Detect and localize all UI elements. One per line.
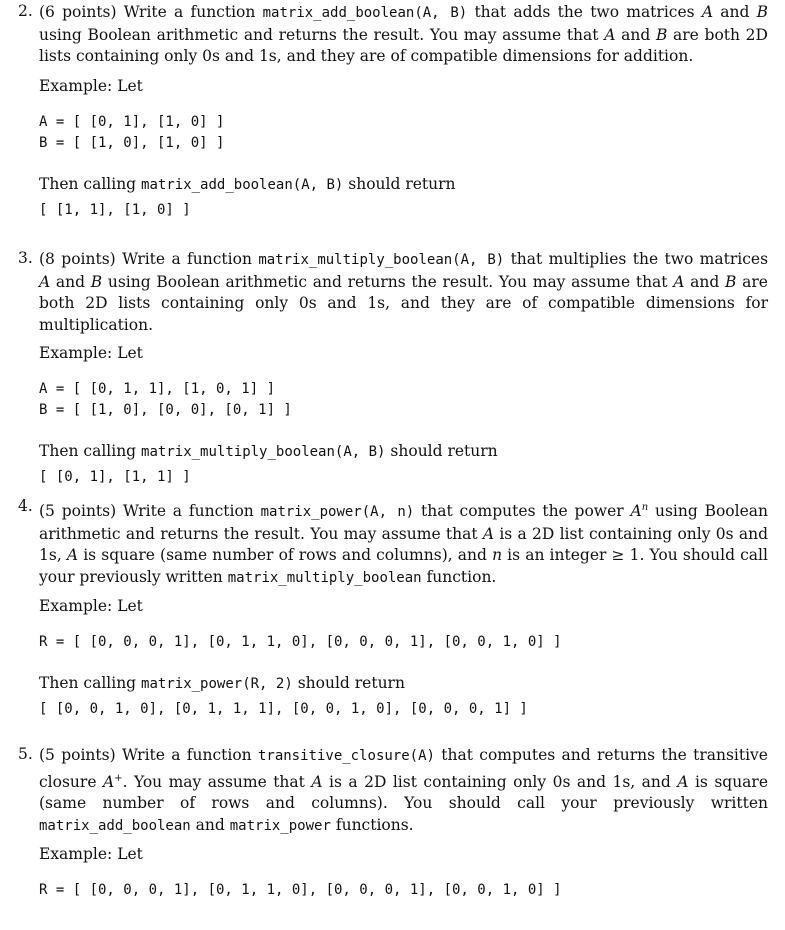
function-name: matrix_add_boolean(A, B) [262, 5, 468, 21]
example-code [39, 379, 768, 421]
question-number: 2. [18, 2, 33, 20]
function-name: transitive_closure(A) [257, 748, 435, 764]
example-code [39, 632, 768, 653]
function-name: matrix_multiply_boolean [227, 569, 422, 586]
function-name: matrix_add_boolean [39, 817, 191, 834]
function-name: matrix_multiply_boolean(A, B) [258, 252, 505, 268]
example-label: Example: Let [39, 597, 143, 616]
question-3 [18, 249, 768, 488]
question-body [39, 497, 768, 720]
function-call: matrix_power(R, 2) [141, 676, 293, 693]
function-name: matrix_power [229, 817, 331, 834]
expected-output-text: Then calling matrix_power(R, 2) should return [39, 674, 405, 693]
question-text: (8 points) Write a function matrix_multiply_boolean(A, B) that multiplies the two matrices A and B using Boolean arithmetic and returns the result. You may assume that A and B are both 2D lists containing only 0s and 1s, and they are of compatible dimensions for multiplication. [39, 250, 769, 334]
question-5 [18, 745, 768, 901]
code-line: A = [ [0, 1, 1], [1, 0, 1] ] [39, 381, 276, 397]
question-text: (5 points) Write a function matrix_power(A, n) that computes the power $A^n$ using Boolean arithmetic and returns the result. You may assume that A is a 2D list containing only 0s and 1s, A is square (same number of rows and columns), and n is an integer ≥ 1. You should call your previously written matrix_multiply_boolean function. [39, 502, 769, 586]
function-call: matrix_add_boolean(A, B) [141, 176, 344, 193]
question-body [39, 2, 768, 221]
math-closure: A+ [102, 772, 123, 791]
code-line: B = [ [1, 0], [1, 0] ] [39, 134, 225, 151]
example-label: Example: Let [39, 344, 143, 362]
question-number: 4. [18, 497, 33, 515]
expected-result: [ [1, 1], [1, 0] ] [39, 201, 191, 218]
code-line: B = [ [1, 0], [0, 0], [0, 1] ] [39, 402, 292, 418]
code-line: A = [ [0, 1], [1, 0] ] [39, 113, 225, 130]
expected-output-text: Then calling matrix_multiply_boolean(A, B) should return [39, 442, 498, 460]
expected-output-text: Then calling matrix_add_boolean(A, B) should return [39, 174, 456, 193]
example-code [39, 112, 768, 154]
question-2 [18, 2, 768, 221]
math-power: $A^n$ [630, 502, 649, 521]
question-text: (6 points) Write a function matrix_add_boolean(A, B) that adds the two matrices A and B using Boolean arithmetic and returns the result. You may assume that A and B are both 2D lists containing only 0s and 1s, and they are of compatible dimensions for addition. [39, 3, 769, 65]
code-line: R = [ [0, 0, 0, 1], [0, 1, 1, 0], [0, 0, 0, 1], [0, 0, 1, 0] ] [39, 634, 562, 651]
question-text: (5 points) Write a function transitive_closure(A) that computes and returns the transitive closure A+. You may assume that A is a 2D list containing only 0s and 1s, and A is square (same number of rows and columns). You should call your previously written matrix_add_boolean and matrix_power functions. [39, 746, 769, 834]
expected-result: [ [0, 1], [1, 1] ] [39, 469, 191, 485]
code-line: R = [ [0, 0, 0, 1], [0, 1, 1, 0], [0, 0, 0, 1], [0, 0, 1, 0] ] [39, 882, 562, 899]
question-number: 3. [18, 249, 33, 267]
question-body [39, 249, 768, 488]
function-name: matrix_power(A, n) [260, 504, 415, 521]
function-call: matrix_multiply_boolean(A, B) [141, 444, 386, 460]
example-code [39, 880, 768, 901]
question-body [39, 745, 768, 901]
question-4 [18, 497, 768, 720]
example-label: Example: Let [39, 76, 143, 95]
expected-result: [ [0, 0, 1, 0], [0, 1, 1, 1], [0, 0, 1, 0], [0, 0, 0, 1] ] [39, 701, 528, 718]
question-number: 5. [18, 745, 33, 763]
example-label: Example: Let [39, 845, 143, 864]
